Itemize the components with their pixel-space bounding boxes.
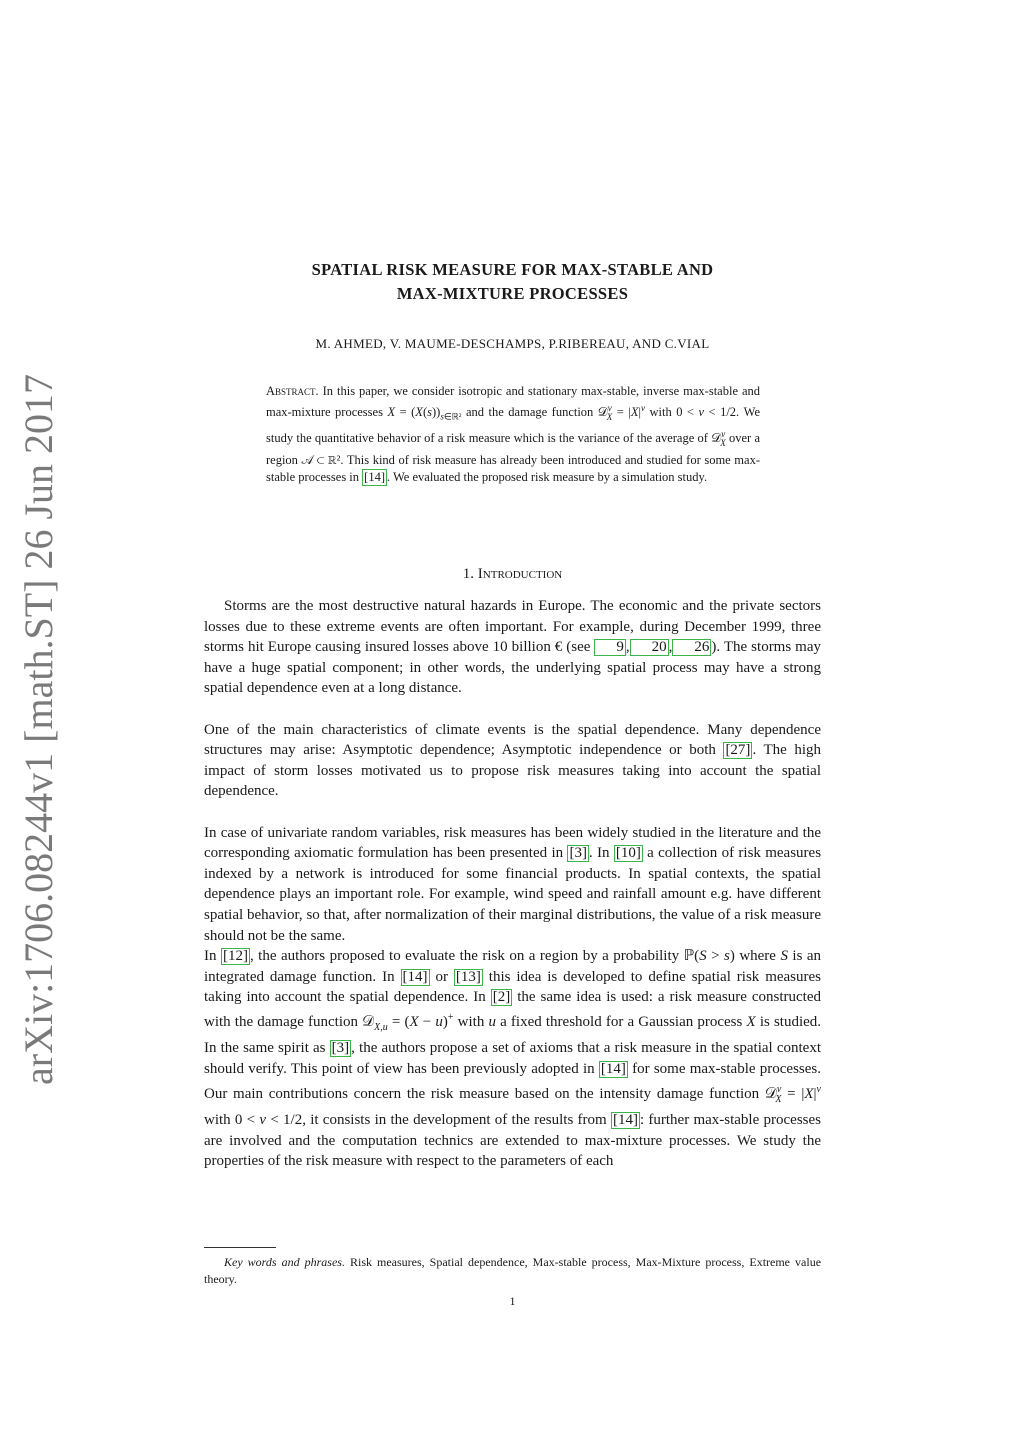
citation-link[interactable]: [3] [331,1040,350,1057]
arxiv-identifier-text: arXiv:1706.08244v1 [math.ST] 26 Jun 2017 [16,373,61,1085]
footnote [204,1254,821,1288]
page-number: 1 [509,1294,516,1308]
paragraph: One of the main characteristics of climate events is the spatial dependence. Many dependence structures may arise: Asymptotic dependence; Asymptotic independence or both [27] . The high impact of storm losses motivated us to propose risk measures taking into account the spatial dependence. [204,721,821,800]
citation-link[interactable]: [13] [455,968,481,985]
citation-link[interactable]: 26 [672,639,711,656]
paragraph: Storms are the most destructive natural hazards in Europe. The economic and the private sectors losses due to these extreme events are often important. For example, during December 1999, three storms hit Europe causing insured losses above 10 billion € (see 9 , 20 , 26 ). The storms may have a huge spatial component; in other words, the underlying spatial process may have a strong spatial dependence even at a long distance. [204,598,821,697]
paragraph: In [12] , the authors proposed to evaluate the risk on a region by a probability ℙ(S > s) where S is an integrated damage function. In [14] or [13] this idea is developed to define spatial risk measures taking into account the spatial dependence. In [2] the same idea is used: a risk measure constructed with the damage function 𝒟$_{X,u}$ = (X − u)+ with u a fixed threshold for a Gaussian process X is studied. In the same spirit as [3] , the authors propose a set of axioms that a risk measure in the spatial context should verify. This point of view has been previously adopted in [14] for some max-stable processes. Our main contributions concern the risk measure based on the intensity damage function 𝒟$^\nu_X$ = $|X|^\nu$ with 0 < ν < 1/2, it consists in the development of the results from [14] : further max-stable processes are involved and the computation technics are extended to max-mixture processes. We study the properties of the risk measure with respect to the parameters of each [204,948,822,1170]
title-line-2: MAX-MIXTURE PROCESSES [396,284,629,303]
section-number: 1. [462,566,475,582]
citation-link[interactable]: [14] [402,968,428,985]
citation-link[interactable]: [14] [364,470,385,485]
citation-link[interactable]: [12] [222,948,248,965]
citation-link[interactable]: [14] [612,1112,638,1129]
body-text [204,596,821,1172]
arxiv-identifier [12,160,62,1090]
citation-link[interactable]: [2] [492,989,511,1006]
citation-link[interactable]: 9 [594,639,626,656]
citation-link[interactable]: [3] [569,845,587,862]
citation-link[interactable]: [10] [615,845,641,862]
section-heading [204,566,821,583]
abstract-label: Abstract. [266,384,319,398]
title-line-1: SPATIAL RISK MEASURE FOR MAX-STABLE AND [311,260,714,279]
citation-link[interactable]: 20 [630,639,669,656]
section-title: Introduction [477,566,563,582]
paper-title [204,258,821,306]
footnote-divider [204,1247,276,1248]
footnote-text: Risk measures, Spatial dependence, Max-stable process, Max-Mixture process, Extreme value theory. [204,1255,822,1286]
author-list: M. AHMED, V. MAUME-DESCHAMPS, P.RIBEREAU, AND C.VIAL [315,336,710,351]
abstract: Abstract. In this paper, we consider isotropic and stationary max-stable, inverse max-stable and max-mixture processes $X = (X(s))_{s\in ℝ^2}$ and the damage function 𝒟$^\nu_X$ = $|X|^\nu$ with 0 < ν < 1/2. We study the quantitative behavior of a risk measure which is the variance of the average of 𝒟$^\nu_X$ over a region 𝒜 ⊂ ℝ². This kind of risk measure has already been introduced and studied for some max-stable processes in [14] . We evaluated the proposed risk measure by a simulation study. [266,384,761,485]
abstract-text: In this paper, we consider isotropic and stationary max-stable, inverse max-stable and max-mixture processes [266,384,761,420]
paragraph: In case of univariate random variables, risk measures has been widely studied in the literature and the corresponding axiomatic formulation has been presented in [3] . In [10] a collection of risk measures indexed by a network is introduced for some financial products. In spatial contexts, the spatial dependence plays an important role. For example, wind speed and rainfall amount e.g. have different spatial behavior, so that, after normalization of their marginal distributions, the value of a risk measure should not be the same. [204,824,822,944]
citation-link[interactable]: [14] [600,1061,626,1078]
citation-link[interactable]: [27] [725,742,751,759]
footnote-label: Key words and phrases. [224,1255,345,1269]
